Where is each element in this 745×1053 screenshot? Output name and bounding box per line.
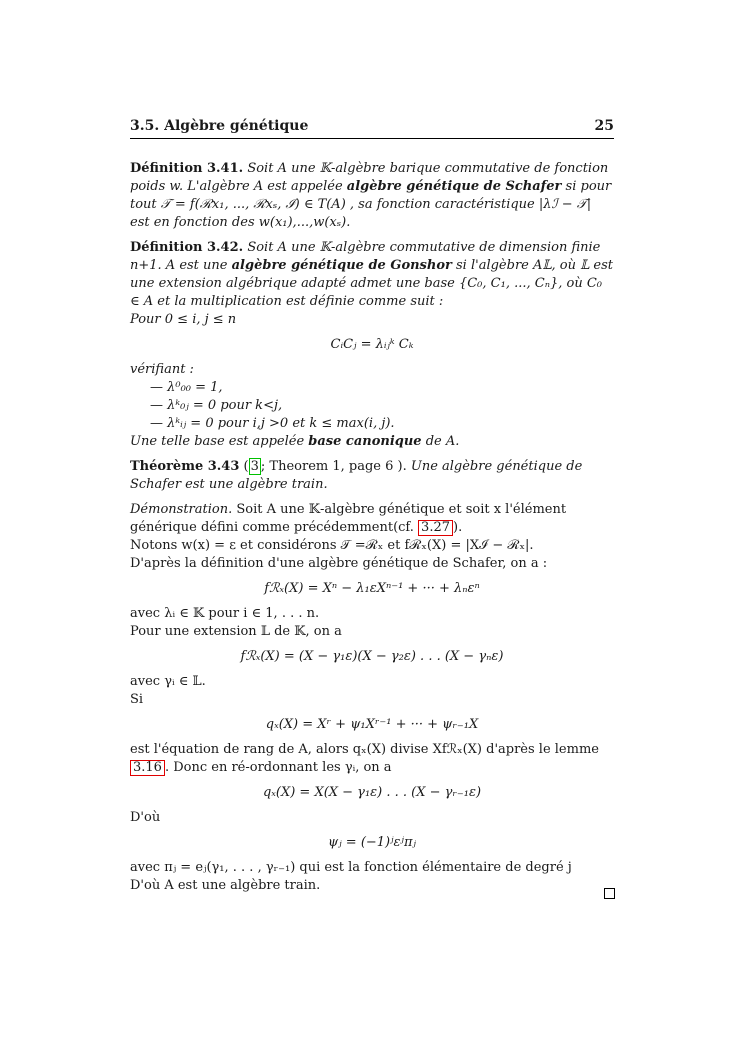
defined-term: algèbre génétique de Gonshor (231, 258, 452, 273)
definition-label: Définition 3.41. (130, 161, 244, 176)
proof-label: Démonstration. (130, 502, 233, 517)
definition-3-41: Définition 3.41. Soit A une 𝕂-algèbre barique commutative de fonction poids w. L'algèbre A est appelée algèbre génétique de Schafer si pour tout 𝒯 = f(ℛx₁, ..., ℛxₛ, ℐ) ∈ T(A) , sa fonction caractéristique |λℐ − 𝒯| est en fonction des w(x₁),...,w(xₛ). (130, 161, 612, 230)
defined-term: algèbre génétique de Schafer (346, 179, 562, 194)
theorem-3-43: Théorème 3.43 ( 3 ; Theorem 1, page 6 ). Une algèbre génétique de Schafer est une algèbre train. (130, 459, 583, 492)
reference-link[interactable]: 3.16 (130, 760, 165, 776)
index-range: Pour 0 ≤ i, j ≤ n (130, 312, 237, 327)
page-number: 25 (594, 118, 614, 134)
qed-square-icon (604, 888, 615, 899)
product-formula: CᵢCⱼ = λᵢⱼᵏ Cₖ (330, 337, 414, 352)
list-item: — λᵏᵢⱼ = 0 pour i,j >0 et k ≤ max(i, j). (150, 416, 395, 431)
equation: qₓ(X) = Xʳ + ψ₁Xʳ⁻¹ + ··· + ψᵣ₋₁X (265, 717, 479, 732)
defined-term: base canonique (308, 434, 422, 449)
citation-link[interactable]: 3 (250, 459, 259, 474)
theorem-label: Théorème 3.43 (130, 459, 240, 474)
definition-3-42: Définition 3.42. Soit A une 𝕂-algèbre commutative de dimension finie n+1. A est une algèbre génétique de Gonshor si l'algèbre A𝕃, où 𝕃 est une extension algébrique adapté admet une base {C₀, C₁, ..., Cₙ}, où C₀ ∈ A et la multiplication est définie comme suit : (130, 240, 613, 309)
section-title: 3.5. Algèbre génétique (130, 118, 309, 134)
verifiant-label: vérifiant : (130, 362, 194, 377)
list-item: — λ⁰₀₀ = 1, (150, 380, 223, 395)
reference-link[interactable]: 3.27 (418, 520, 453, 536)
canonical-base-sentence: Une telle base est appelée base canonique de A. (130, 434, 460, 449)
definition-label: Définition 3.42. (130, 240, 244, 255)
proof: Démonstration. Soit A une 𝕂-algèbre génétique et soit x l'élément générique défini comme précédemment(cf. 3.27 ). Notons w(x) = ε et considérons 𝒯 =ℛₓ et fℛₓ(X) = |Xℐ − ℛₓ|. D'après la définition d'une algèbre génétique de Schafer, on a : fℛₓ(X) = Xⁿ − λ₁εXⁿ⁻¹ + ··· + λₙεⁿ avec λᵢ ∈ 𝕂 pour i ∈ 1, . . . n. Pour une extension 𝕃 de 𝕂, on a fℛₓ(X) = (X − γ₁ε)(X − γ₂ε) . . . (X − γₙε) avec γᵢ ∈ 𝕃. Si qₓ(X) = Xʳ + ψ₁Xʳ⁻¹ + ··· + ψᵣ₋₁X est l'équation de rang de A, alors qₓ(X) divise Xfℛₓ(X) d'après le lemme 3.16 . Donc en ré-ordonnant les γᵢ, on a qₓ(X) = X(X − γ₁ε) . . . (X − γᵣ₋₁ε) D'où ψⱼ = (−1)ʲεʲπⱼ avec πⱼ = eⱼ(γ₁, . . . , γᵣ₋₁) qui est la fonction élémentaire de degré j D'où A est une algèbre train. (130, 501, 614, 895)
running-header (130, 118, 614, 139)
equation: fℛₓ(X) = (X − γ₁ε)(X − γ₂ε) . . . (X − γₙε) (240, 649, 504, 664)
list-item: — λᵏ₀ⱼ = 0 pour k<j, (150, 398, 283, 413)
equation: qₓ(X) = X(X − γ₁ε) . . . (X − γᵣ₋₁ε) (262, 785, 482, 800)
page-body (130, 160, 614, 895)
equation: fℛₓ(X) = Xⁿ − λ₁εXⁿ⁻¹ + ··· + λₙεⁿ (264, 581, 480, 596)
equation: ψⱼ = (−1)ʲεʲπⱼ (328, 835, 416, 850)
condition-list (150, 379, 614, 433)
